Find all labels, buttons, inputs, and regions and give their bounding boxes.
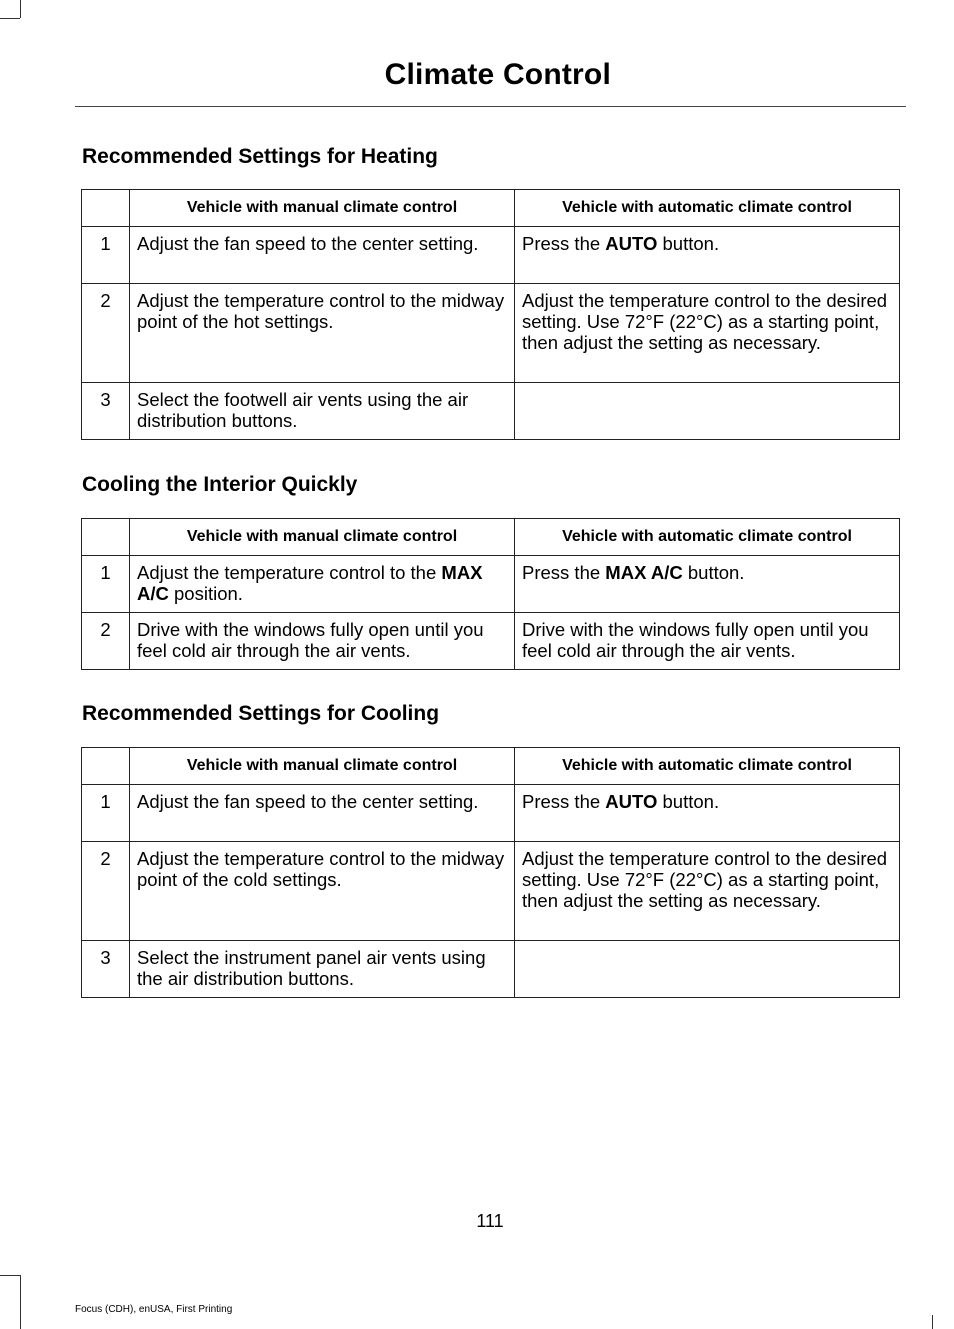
crop-mark	[932, 1315, 933, 1329]
crop-mark	[0, 18, 20, 19]
manual-instruction	[130, 613, 515, 670]
table-row	[82, 785, 900, 842]
cooling-table	[81, 747, 900, 998]
button-name-bold: AUTO	[605, 233, 658, 254]
step-number: 1	[82, 785, 130, 842]
button-name-bold: MAX A/C	[137, 562, 483, 604]
table-header-row	[82, 748, 900, 785]
instruction-text: Press the	[522, 562, 606, 583]
crop-mark	[0, 1275, 20, 1276]
header-cell-empty	[82, 519, 130, 556]
page-title: Climate Control	[384, 58, 611, 91]
auto-instruction	[515, 227, 900, 284]
table-row	[82, 842, 900, 941]
auto-instruction	[515, 842, 900, 941]
instruction-text: button.	[657, 233, 720, 254]
instruction-text: Adjust the fan speed to the center setting.	[137, 233, 479, 254]
step-number: 2	[82, 842, 130, 941]
table-row	[82, 941, 900, 998]
header-manual: Vehicle with manual climate control	[130, 190, 515, 227]
instruction-text: Adjust the temperature control to the midway point of the hot settings.	[137, 290, 505, 332]
step-number: 1	[82, 556, 130, 613]
instruction-text: Select the instrument panel air vents using the air distribution buttons.	[137, 947, 486, 989]
table-row	[82, 556, 900, 613]
manual-instruction	[130, 556, 515, 613]
manual-instruction	[130, 842, 515, 941]
step-number: 2	[82, 284, 130, 383]
table-row	[82, 613, 900, 670]
auto-instruction	[515, 383, 900, 440]
instruction-text: button.	[682, 562, 745, 583]
crop-mark	[20, 1275, 21, 1329]
instruction-text: Select the footwell air vents using the air distribution buttons.	[137, 389, 469, 431]
auto-instruction	[515, 284, 900, 383]
instruction-text: Press the	[522, 233, 606, 254]
header-auto: Vehicle with automatic climate control	[515, 190, 900, 227]
step-number: 2	[82, 613, 130, 670]
auto-instruction	[515, 556, 900, 613]
cooling-quickly-table	[81, 518, 900, 670]
table-header-row	[82, 519, 900, 556]
instruction-text: Press the	[522, 791, 606, 812]
table-header-row	[82, 190, 900, 227]
instruction-text: Adjust the fan speed to the center setting.	[137, 791, 479, 812]
manual-instruction	[130, 383, 515, 440]
header-cell-empty	[82, 748, 130, 785]
step-number: 3	[82, 941, 130, 998]
heading-cooling-quickly: Cooling the Interior Quickly	[82, 473, 358, 496]
header-manual: Vehicle with manual climate control	[130, 519, 515, 556]
page-number: 111	[476, 1211, 504, 1231]
instruction-text: Adjust the temperature control to the midway point of the cold settings.	[137, 848, 505, 890]
heading-cooling: Recommended Settings for Cooling	[82, 702, 440, 725]
header-manual: Vehicle with manual climate control	[130, 748, 515, 785]
button-name-bold: MAX A/C	[605, 562, 683, 583]
instruction-text: Adjust the temperature control to the desired setting. Use 72°F (22°C) as a starting point, then adjust the setting as necessary.	[522, 290, 888, 353]
crop-mark	[20, 0, 21, 18]
instruction-text: Adjust the temperature control to the	[137, 562, 442, 583]
heating-table	[81, 189, 900, 440]
table-row	[82, 284, 900, 383]
header-auto: Vehicle with automatic climate control	[515, 519, 900, 556]
manual-instruction	[130, 227, 515, 284]
step-number: 1	[82, 227, 130, 284]
table-row	[82, 227, 900, 284]
table-row	[82, 383, 900, 440]
auto-instruction	[515, 785, 900, 842]
manual-instruction	[130, 785, 515, 842]
instruction-text: Drive with the windows fully open until you feel cold air through the air vents.	[522, 619, 869, 661]
auto-instruction	[515, 941, 900, 998]
instruction-text: Adjust the temperature control to the desired setting. Use 72°F (22°C) as a starting point, then adjust the setting as necessary.	[522, 848, 888, 911]
instruction-text: Drive with the windows fully open until you feel cold air through the air vents.	[137, 619, 484, 661]
instruction-text: position.	[168, 583, 243, 604]
heading-heating: Recommended Settings for Heating	[82, 145, 438, 168]
manual-instruction	[130, 284, 515, 383]
step-number: 3	[82, 383, 130, 440]
manual-instruction	[130, 941, 515, 998]
title-divider	[75, 106, 906, 107]
header-cell-empty	[82, 190, 130, 227]
instruction-text: button.	[657, 791, 720, 812]
footer-text: Focus (CDH), enUSA, First Printing	[75, 1304, 233, 1315]
header-auto: Vehicle with automatic climate control	[515, 748, 900, 785]
button-name-bold: AUTO	[605, 791, 658, 812]
auto-instruction	[515, 613, 900, 670]
